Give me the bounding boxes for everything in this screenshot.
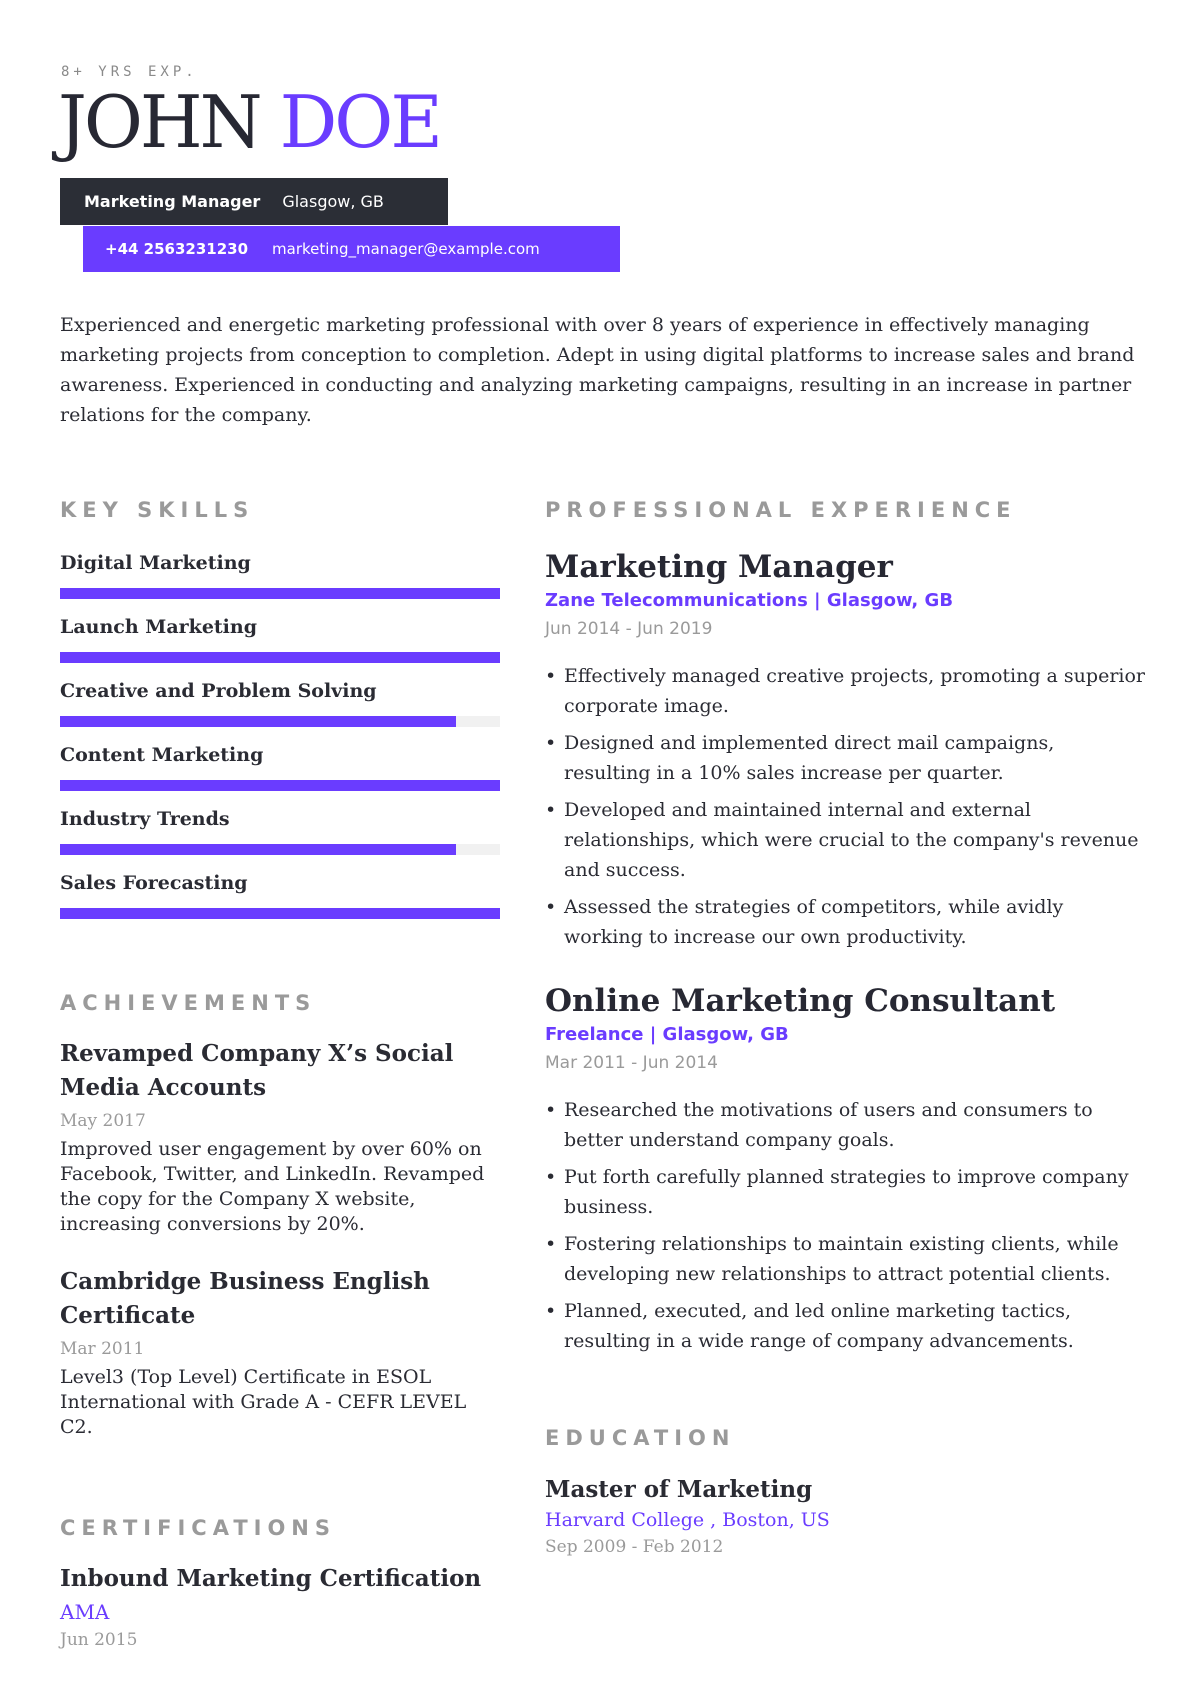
skill-name: Sales Forecasting — [60, 872, 248, 894]
degree-title: Master of Marketing — [545, 1476, 813, 1503]
skill-item — [60, 872, 500, 919]
achievement-item — [60, 1265, 500, 1440]
skill-bar — [60, 844, 500, 855]
job-bullet: • Effectively managed creative projects, promoting a superior corporate image. — [545, 661, 1145, 721]
school-name: Harvard College , Boston, US — [545, 1509, 830, 1531]
skill-name: Creative and Problem Solving — [60, 680, 377, 702]
achievements-section-title: ACHIEVEMENTS — [60, 991, 317, 1015]
role-location-bar — [60, 178, 448, 225]
skill-bar — [60, 780, 500, 791]
summary-paragraph: Experienced and energetic marketing professional with over 8 years of experience in effectively managing marketing projects from conception to completion. Adept in using digital platforms to increase sales and brand awareness. Experienced in conducting and analyzing marketing campaigns, resulting in an increase in partner relations for the company. — [60, 314, 1135, 426]
skill-name: Industry Trends — [60, 808, 230, 830]
skill-bar — [60, 716, 500, 727]
skill-bar-fill — [60, 780, 500, 791]
skill-bar-fill — [60, 716, 456, 727]
skill-bar-fill — [60, 844, 456, 855]
skills-list — [60, 552, 500, 919]
job-bullets — [545, 661, 1145, 952]
job-bullet: • Fostering relationships to maintain existing clients, while developing new relationships to attract potential clients. — [545, 1229, 1145, 1289]
achievement-title: Cambridge Business English Certificate — [60, 1268, 430, 1329]
skill-item — [60, 680, 500, 727]
job-bullet: • Assessed the strategies of competitors, while avidly working to increase our own productivity. — [545, 892, 1145, 952]
left-column — [60, 498, 500, 1650]
job-dates: Jun 2014 - Jun 2019 — [545, 619, 713, 639]
experience-badge: 8+ YRS EXP. — [61, 64, 198, 80]
email-address[interactable]: marketing_manager@example.com — [272, 240, 540, 258]
skill-bar — [60, 588, 500, 599]
education-section-title: EDUCATION — [545, 1426, 736, 1450]
candidate-name — [58, 80, 440, 164]
certifications-section-title: CERTIFICATIONS — [60, 1516, 337, 1540]
achievement-description: Improved user engagement by over 60% on Facebook, Twitter, and LinkedIn. Revamped the copy for the Company X website, increasing conversions by 20%. — [60, 1138, 485, 1235]
skill-bar — [60, 908, 500, 919]
job-bullet: • Researched the motivations of users and consumers to better understand company goals. — [545, 1095, 1145, 1155]
skill-item — [60, 552, 500, 599]
achievement-date: Mar 2011 — [60, 1339, 145, 1359]
certification-issuer: AMA — [60, 1600, 110, 1624]
job-role: Marketing Manager — [84, 192, 261, 211]
skill-bar-fill — [60, 588, 500, 599]
phone-number[interactable]: +44 2563231230 — [105, 240, 249, 258]
certification-date: Jun 2015 — [60, 1630, 138, 1650]
experience-section-title: PROFESSIONAL EXPERIENCE — [545, 498, 1017, 522]
skill-name: Launch Marketing — [60, 616, 257, 638]
skill-bar — [60, 652, 500, 663]
achievement-title: Revamped Company X’s Social Media Accounts — [60, 1040, 454, 1101]
contact-bar — [83, 226, 620, 272]
right-column — [545, 498, 1145, 1557]
education-item — [545, 1476, 1145, 1557]
job-bullet: • Put forth carefully planned strategies to improve company business. — [545, 1162, 1145, 1222]
job-entry — [545, 548, 1145, 952]
achievement-item — [60, 1037, 500, 1237]
job-entry — [545, 982, 1145, 1356]
skill-bar-fill — [60, 652, 500, 663]
location: Glasgow, GB — [282, 192, 384, 211]
job-title: Marketing Manager — [545, 549, 893, 585]
last-name: DOE — [279, 80, 440, 164]
education-dates: Sep 2009 - Feb 2012 — [545, 1537, 724, 1557]
job-bullet: • Developed and maintained internal and external relationships, which were crucial to the company's revenue and success. — [545, 795, 1145, 885]
certification-item — [60, 1562, 500, 1650]
skill-item — [60, 616, 500, 663]
job-bullets — [545, 1095, 1145, 1356]
job-bullet: • Designed and implemented direct mail campaigns, resulting in a 10% sales increase per quarter. — [545, 728, 1145, 788]
achievement-description: Level3 (Top Level) Certificate in ESOL International with Grade A - CEFR LEVEL C2. — [60, 1366, 467, 1438]
skills-section-title: KEY SKILLS — [60, 498, 255, 522]
job-dates: Mar 2011 - Jun 2014 — [545, 1053, 718, 1073]
first-name: JOHN — [58, 80, 260, 164]
job-title: Online Marketing Consultant — [545, 983, 1056, 1019]
certification-title: Inbound Marketing Certification — [60, 1565, 482, 1592]
skill-item — [60, 744, 500, 791]
achievement-date: May 2017 — [60, 1111, 146, 1131]
skill-bar-fill — [60, 908, 500, 919]
job-company: Zane Telecommunications | Glasgow, GB — [545, 590, 954, 611]
skill-name: Digital Marketing — [60, 552, 251, 574]
job-bullet: • Planned, executed, and led online marketing tactics, resulting in a wide range of company advancements. — [545, 1296, 1145, 1356]
skill-item — [60, 808, 500, 855]
job-company: Freelance | Glasgow, GB — [545, 1024, 789, 1045]
skill-name: Content Marketing — [60, 744, 264, 766]
